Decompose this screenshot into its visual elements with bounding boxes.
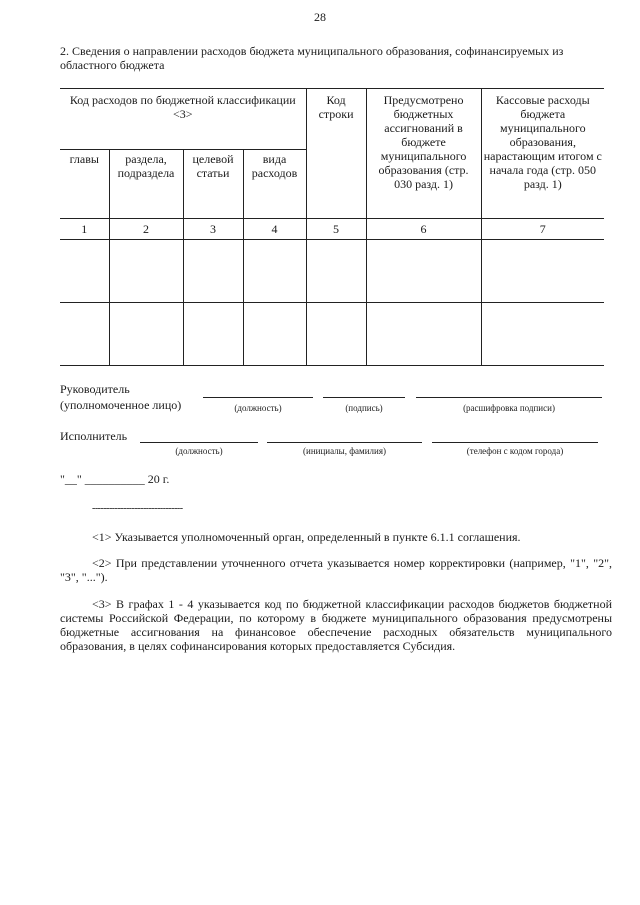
executor-phone-line [432, 442, 598, 443]
table-cell [60, 303, 109, 366]
signature-caption: (подпись) [345, 403, 383, 413]
section-heading: 2. Сведения о направлении расходов бюджета муниципального образования, софинансируемых из областного бюджета [60, 44, 564, 72]
page-number: 28 [314, 10, 326, 24]
name-caption: (расшифровка подписи) [463, 403, 555, 413]
column-number: 4 [243, 219, 306, 240]
column-number: 2 [109, 219, 183, 240]
table-cell [306, 240, 366, 303]
table-cell [183, 240, 243, 303]
table-cell [183, 303, 243, 366]
table-cell [366, 240, 481, 303]
executor-label: Исполнитель [60, 429, 128, 443]
executor-position-line [140, 442, 258, 443]
footnote-separator: -------------------------------- [92, 503, 183, 514]
position-caption: (должность) [234, 403, 282, 413]
column-number: 1 [60, 219, 109, 240]
expenses-table [60, 88, 604, 366]
table-cell [243, 240, 306, 303]
column-number: 7 [481, 219, 604, 240]
executor-name-line [267, 442, 422, 443]
cash-expenses-header: Кассовые расходы бюджета муниципального образования, нарастающим итогом с начала года (стр. 050 разд. 1) [481, 89, 604, 219]
column-number: 6 [366, 219, 481, 240]
sub-header-section: раздела, подраздела [109, 150, 183, 219]
position-line [203, 397, 313, 398]
column-number: 3 [183, 219, 243, 240]
signature-line [323, 397, 405, 398]
line-code-header: Код строки [306, 89, 366, 219]
executor-phone-caption: (телефон с кодом города) [466, 446, 564, 456]
table-cell [306, 303, 366, 366]
executor-position-caption: (должность) [175, 446, 223, 456]
footnote-2: <2> При представлении уточненного отчета указывается номер корректировки (например, "1", "2", "3", "..."). [60, 556, 612, 584]
table-cell [481, 303, 604, 366]
planned-allocations-header: Предусмотрено бюджетных ассигнований в бюджете муниципального образования (стр. 030 разд. 1) [366, 89, 481, 219]
table-cell [366, 303, 481, 366]
table-cell [109, 240, 183, 303]
head-label: Руководитель [60, 382, 130, 396]
sub-header-chapter: главы [60, 150, 109, 219]
table-cell [60, 240, 109, 303]
table-cell [481, 240, 604, 303]
table-row [60, 303, 604, 366]
footnote-3: <3> В графах 1 - 4 указывается код по бюджетной классификации расходов бюджетов бюджетной системы Российской Федерации, по которому в бюджете муниципального образования предусмотрены бюджетные ассигнования на финансовое обеспечение расходных обязательств муниципального образования, в целях софинансирования которых предоставляется Субсидия. [60, 597, 612, 653]
budget-code-group-header: Код расходов по бюджетной классификации <3> [60, 89, 306, 150]
table-row [60, 240, 604, 303]
head-label-sub: (уполномоченное лицо) [60, 398, 182, 412]
name-line [416, 397, 602, 398]
column-number: 5 [306, 219, 366, 240]
executor-name-caption: (инициалы, фамилия) [303, 446, 386, 456]
date-line: "__" __________ 20 г. [60, 472, 170, 486]
table-cell [109, 303, 183, 366]
table-cell [243, 303, 306, 366]
footnote-1: <1> Указывается уполномоченный орган, определенный в пункте 6.1.1 соглашения. [92, 530, 521, 544]
sub-header-target-article: целевой статьи [183, 150, 243, 219]
sub-header-expense-type: вида расходов [243, 150, 306, 219]
